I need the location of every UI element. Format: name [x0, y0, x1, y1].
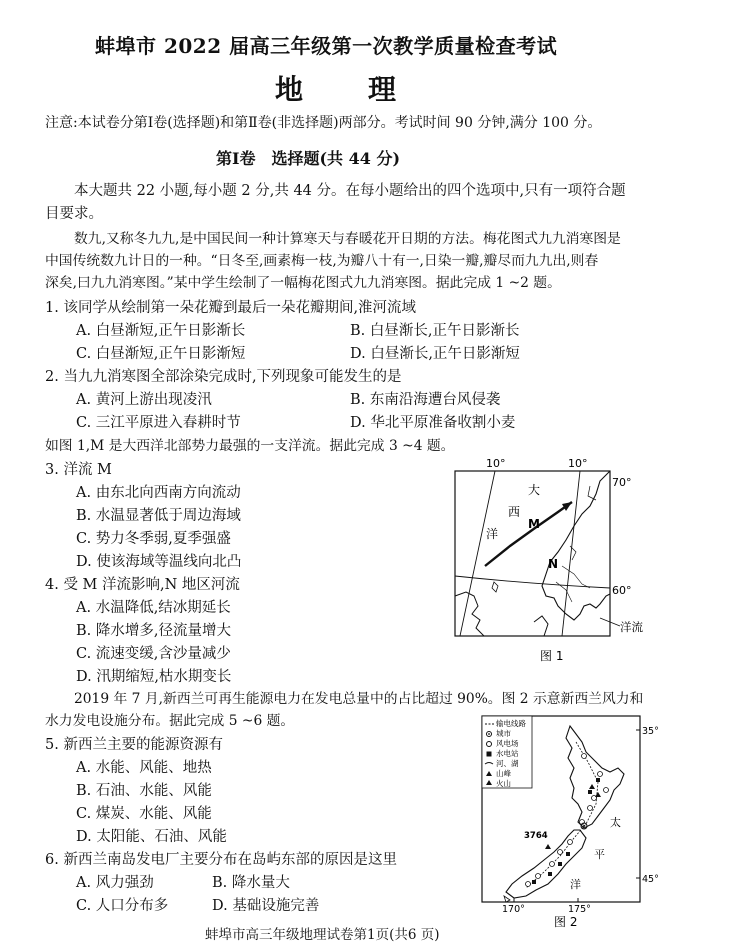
passage1-line3: 深矣,曰九九消寒图。”某中学生绘制了一幅梅花图式九九消寒图。据此完成 1 ~2 题。: [45, 275, 561, 291]
q4-stem: 4. 受 M 洋流影响,N 地区河流: [45, 577, 240, 593]
passage3-line2: 水力发电设施分布。据此完成 5 ~6 题。: [45, 713, 295, 729]
q1-option-d[interactable]: D. 白昼渐长,正午日影渐短: [350, 346, 520, 362]
q1-option-a[interactable]: A. 白昼渐短,正午日影渐长: [76, 323, 246, 339]
fig2-legend-3: 风电场: [496, 739, 519, 748]
fig1-ocean-char-2: 西: [508, 505, 521, 519]
q2-stem: 2. 当九九消寒图全部涂染完成时,下列现象可能发生的是: [45, 369, 402, 385]
q2-option-a[interactable]: A. 黄河上游出现凌汛: [76, 392, 212, 408]
q4-option-b[interactable]: B. 降水增多,径流量增大: [76, 623, 231, 639]
q6-option-a[interactable]: A. 风力强劲: [76, 875, 154, 891]
q6-option-d[interactable]: D. 基础设施完善: [212, 898, 320, 914]
fig1-ocean-char-1: 大: [528, 483, 541, 497]
q2-option-d[interactable]: D. 华北平原准备收割小麦: [350, 415, 516, 431]
q3-stem: 3. 洋流 M: [45, 462, 112, 478]
q4-option-d[interactable]: D. 汛期缩短,枯水期变长: [76, 669, 232, 685]
exam-notice: 注意:本试卷分第Ⅰ卷(选择题)和第Ⅱ卷(非选择题)两部分。考试时间 90 分钟,满分 100 分。: [45, 115, 602, 131]
fig1-ocean-char-3: 洋: [486, 527, 499, 541]
section-intro-line2: 目要求。: [45, 206, 103, 222]
fig2-lon-right: 175°: [568, 904, 591, 915]
passage1-line1: 数九,又称冬九九,是中国民间一种计算寒天与春暖花开日期的方法。梅花图式九九消寒图是: [74, 231, 621, 247]
section-heading: 第Ⅰ卷 选择题(共 44 分): [216, 149, 401, 168]
fig2-lat-top: 35°: [642, 726, 659, 737]
figure-1-map: [450, 456, 655, 666]
fig1-label-m: M: [528, 517, 540, 531]
fig1-label-n: N: [548, 557, 559, 571]
fig1-current-label: 洋流: [620, 620, 643, 634]
fig2-ocean-char-3: 洋: [570, 878, 581, 891]
passage2: 如图 1,M 是大西洋北部势力最强的一支洋流。据此完成 3 ~4 题。: [45, 438, 455, 454]
section-intro-line1: 本大题共 22 小题,每小题 2 分,共 44 分。在每小题给出的四个选项中,只有一项符合题: [74, 183, 626, 199]
fig2-legend-2: 城市: [496, 729, 511, 738]
q1-option-c[interactable]: C. 白昼渐短,正午日影渐短: [76, 346, 246, 362]
fig2-ocean-char-2: 平: [594, 848, 605, 861]
q5-stem: 5. 新西兰主要的能源资源有: [45, 737, 223, 753]
fig2-peak-label: 3764: [524, 831, 548, 841]
page-footer: 蚌埠市高三年级地理试卷第1页(共6 页): [205, 927, 440, 943]
fig2-legend-6: 山峰: [496, 769, 511, 778]
q1-option-b[interactable]: B. 白昼渐长,正午日影渐长: [350, 323, 520, 339]
fig2-legend-1: 输电线路: [496, 719, 526, 728]
fig2-legend-7: 火山: [496, 779, 511, 788]
fig2-lat-bottom: 45°: [642, 874, 659, 885]
q3-option-c[interactable]: C. 势力冬季弱,夏季强盛: [76, 531, 231, 547]
subject-char-2: 理: [368, 73, 397, 106]
passage1-line2: 中国传统数九计日的一种。“日冬至,画素梅一枝,为瓣八十有一,日染一瓣,瓣尽而九九出,则春: [45, 253, 599, 269]
q4-option-a[interactable]: A. 水温降低,结冰期延长: [76, 600, 231, 616]
q4-option-c[interactable]: C. 流速变缓,含沙量减少: [76, 646, 231, 662]
fig2-ocean-char-1: 太: [610, 816, 621, 829]
fig1-lon-right: 10°: [568, 457, 588, 470]
fig1-lat-bottom: 60°: [612, 584, 632, 597]
q3-option-b[interactable]: B. 水温显著低于周边海域: [76, 508, 241, 524]
fig1-caption: 图 1: [540, 649, 564, 663]
fig2-legend-5: 河、湖: [496, 759, 519, 768]
fig2-lon-left: 170°: [502, 904, 525, 915]
q2-option-c[interactable]: C. 三江平原进入春耕时节: [76, 415, 241, 431]
q5-option-a[interactable]: A. 水能、风能、地热: [76, 760, 212, 776]
q2-option-b[interactable]: B. 东南沿海遭台风侵袭: [350, 392, 501, 408]
fig2-legend-4: 水电站: [496, 749, 519, 758]
fig1-lat-top: 70°: [612, 476, 632, 489]
q5-option-d[interactable]: D. 太阳能、石油、风能: [76, 829, 227, 845]
exam-title: 蚌埠市 2022 届高三年级第一次教学质量检查考试: [95, 34, 558, 58]
passage3-line1: 2019 年 7 月,新西兰可再生能源电力在发电总量中的占比超过 90%。图 2 示意新西兰风力和: [74, 691, 644, 707]
figure-2-map: [478, 712, 664, 928]
q1-stem: 1. 该同学从绘制第一朵花瓣到最后一朵花瓣期间,淮河流域: [45, 300, 417, 316]
q6-stem: 6. 新西兰南岛发电厂主要分布在岛屿东部的原因是这里: [45, 852, 397, 868]
q3-option-d[interactable]: D. 使该海域等温线向北凸: [76, 554, 242, 570]
subject-char-1: 地: [275, 73, 304, 106]
fig1-lon-left: 10°: [486, 457, 506, 470]
q3-option-a[interactable]: A. 由东北向西南方向流动: [76, 485, 241, 501]
q6-option-c[interactable]: C. 人口分布多: [76, 898, 169, 914]
q5-option-b[interactable]: B. 石油、水能、风能: [76, 783, 212, 799]
fig2-caption: 图 2: [554, 915, 578, 928]
q6-option-b[interactable]: B. 降水量大: [212, 875, 290, 891]
q5-option-c[interactable]: C. 煤炭、水能、风能: [76, 806, 212, 822]
